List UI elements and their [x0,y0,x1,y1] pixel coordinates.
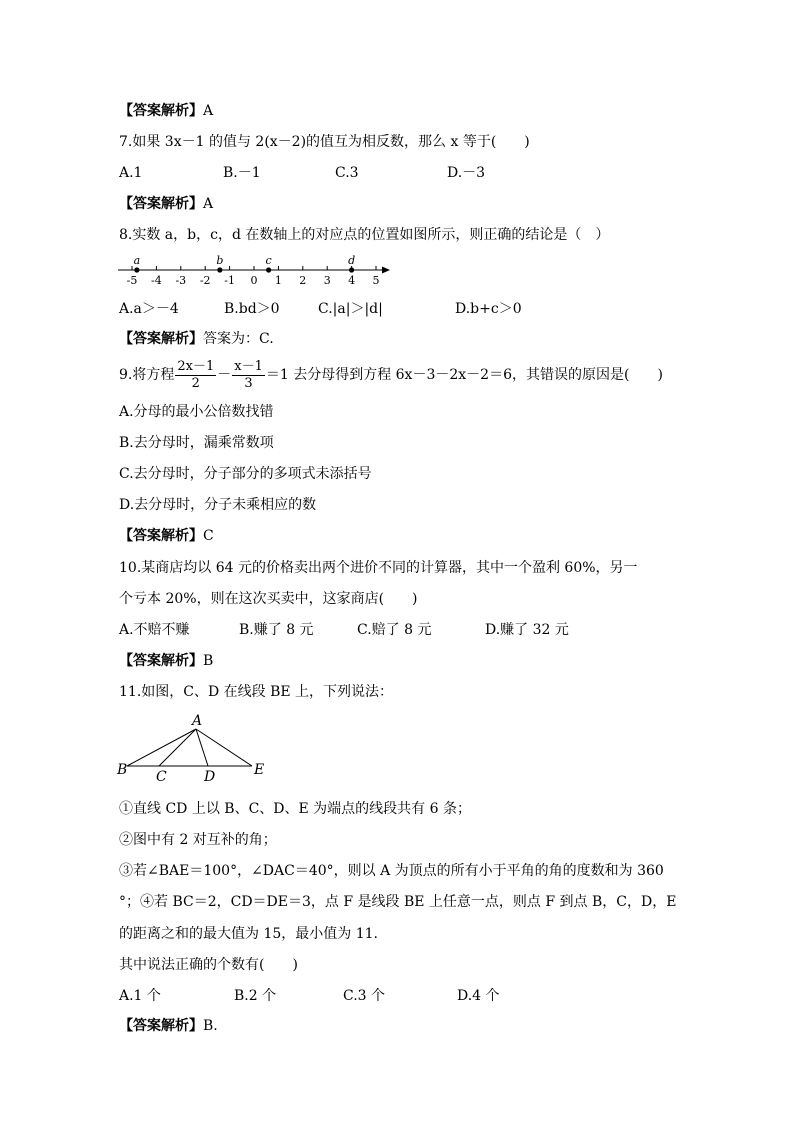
question-10-line2: 个亏本 20%，则在这次买卖中，这家商店( ) [119,591,418,607]
tick-label: 1 [274,274,282,287]
label-c: C [156,769,167,785]
answer-line: 【答案解析】B. [119,1018,218,1034]
answer-line: 【答案解析】B [119,653,214,669]
question-8: 8.实数 a，b，c，d 在数轴上的对应点的位置如图所示，则正确的结论是（ ） [119,227,610,243]
statement-3: ③若∠BAE＝100°，∠DAC＝40°，则以 A 为顶点的所有小于平角的角的度数和为 360 [119,863,664,879]
point-label-c: c [265,254,272,267]
option-a: A.1 个 [119,988,161,1004]
tick-label: 5 [372,274,380,287]
segment-ab [127,729,196,766]
option-b: B.2 个 [234,988,277,1004]
label-e: E [254,762,265,778]
tick-label: 0 [250,274,258,287]
number-line-figure [115,254,395,288]
choice-c: C.去分母时，分子部分的多项式未添括号 [119,466,372,482]
option-b: B.赚了 8 元 [239,622,314,638]
tick-label: -1 [224,274,235,287]
arrow-head-icon [382,267,390,274]
statement-1: ①直线 CD 上以 B、C、D、E 为端点的线段共有 6 条； [119,801,471,817]
point-a [134,267,139,272]
label-d: D [204,769,216,785]
statement-4: °；④若 BC＝2，CD＝DE＝3，点 F 是线段 BE 上任意一点，则点 F 到点 B，C，D，E [119,894,677,910]
tick-label: -5 [126,274,138,287]
tick-label: 4 [348,274,356,287]
choice-d: D.去分母时，分子未乘相应的数 [119,497,317,513]
triangle-figure [112,710,272,786]
point-c [266,267,271,272]
choice-b: B.去分母时，漏乘常数项 [119,435,274,451]
label-b: B [117,762,128,778]
point-d [349,267,354,272]
segment-ad [196,729,208,766]
option-c: C.3 个 [343,988,386,1004]
tick-label: -2 [199,274,211,287]
option-c: C.3 [335,165,359,181]
option-a: A.不赔不赚 [119,622,190,638]
option-a: A.1 [119,165,143,181]
option-d: D.b+c＞0 [455,301,522,317]
option-c: C.|a|＞|d| [318,301,383,317]
tick-label: -3 [175,274,187,287]
option-a: A.a＞－4 [119,301,179,317]
label-a: A [192,713,203,729]
question-11: 11.如图，C、D 在线段 BE 上，下列说法： [119,684,394,700]
segment-ae [196,729,252,766]
answer-line: 【答案解析】A [119,103,214,119]
option-c: C.赔了 8 元 [357,622,432,638]
point-label-a: a [133,254,141,267]
statement-2: ②图中有 2 对互补的角； [119,832,277,848]
question-7: 7.如果 3x－1 的值与 2(x－2)的值互为相反数，那么 x 等于( ) [119,134,530,150]
question-10-line1: 10.某商店均以 64 元的价格卖出两个进价不同的计算器，其中一个盈利 60%，另一 [119,560,638,576]
option-d: D.赚了 32 元 [485,622,569,638]
fraction: $\frac{x-1}{3}$ [234,358,263,391]
choice-a: A.分母的最小公倍数找错 [119,404,274,420]
tick-label: -4 [151,274,162,287]
tick-label: 3 [323,274,331,287]
answer-line: 【答案解析】答案为：C. [119,331,274,347]
point-b [217,267,222,272]
answer-line: 【答案解析】C [119,528,214,544]
tick-label: 2 [299,274,307,287]
point-label-d: d [348,254,356,267]
answer-line: 【答案解析】A [119,196,214,212]
segment-ac [159,729,196,766]
option-d: D.－3 [447,165,486,181]
question-11-prompt: 其中说法正确的个数有( ) [119,957,298,973]
option-d: D.4 个 [457,988,500,1004]
fraction: $\frac{2x-1}{2}$ [177,358,215,391]
option-b: B.－1 [223,165,261,181]
point-label-b: b [216,254,224,267]
question-9: 9.将方程 $\frac{2x-1}{2}$ － $\frac{x-1}{3}$ ＝1 去分母得到方程 6x－3－2x－2＝6，其错误的原因是( ) [119,358,663,391]
statement-5: 的距离之和的最大值为 15，最小值为 11. [119,926,378,942]
option-b: B.bd＞0 [224,301,280,317]
